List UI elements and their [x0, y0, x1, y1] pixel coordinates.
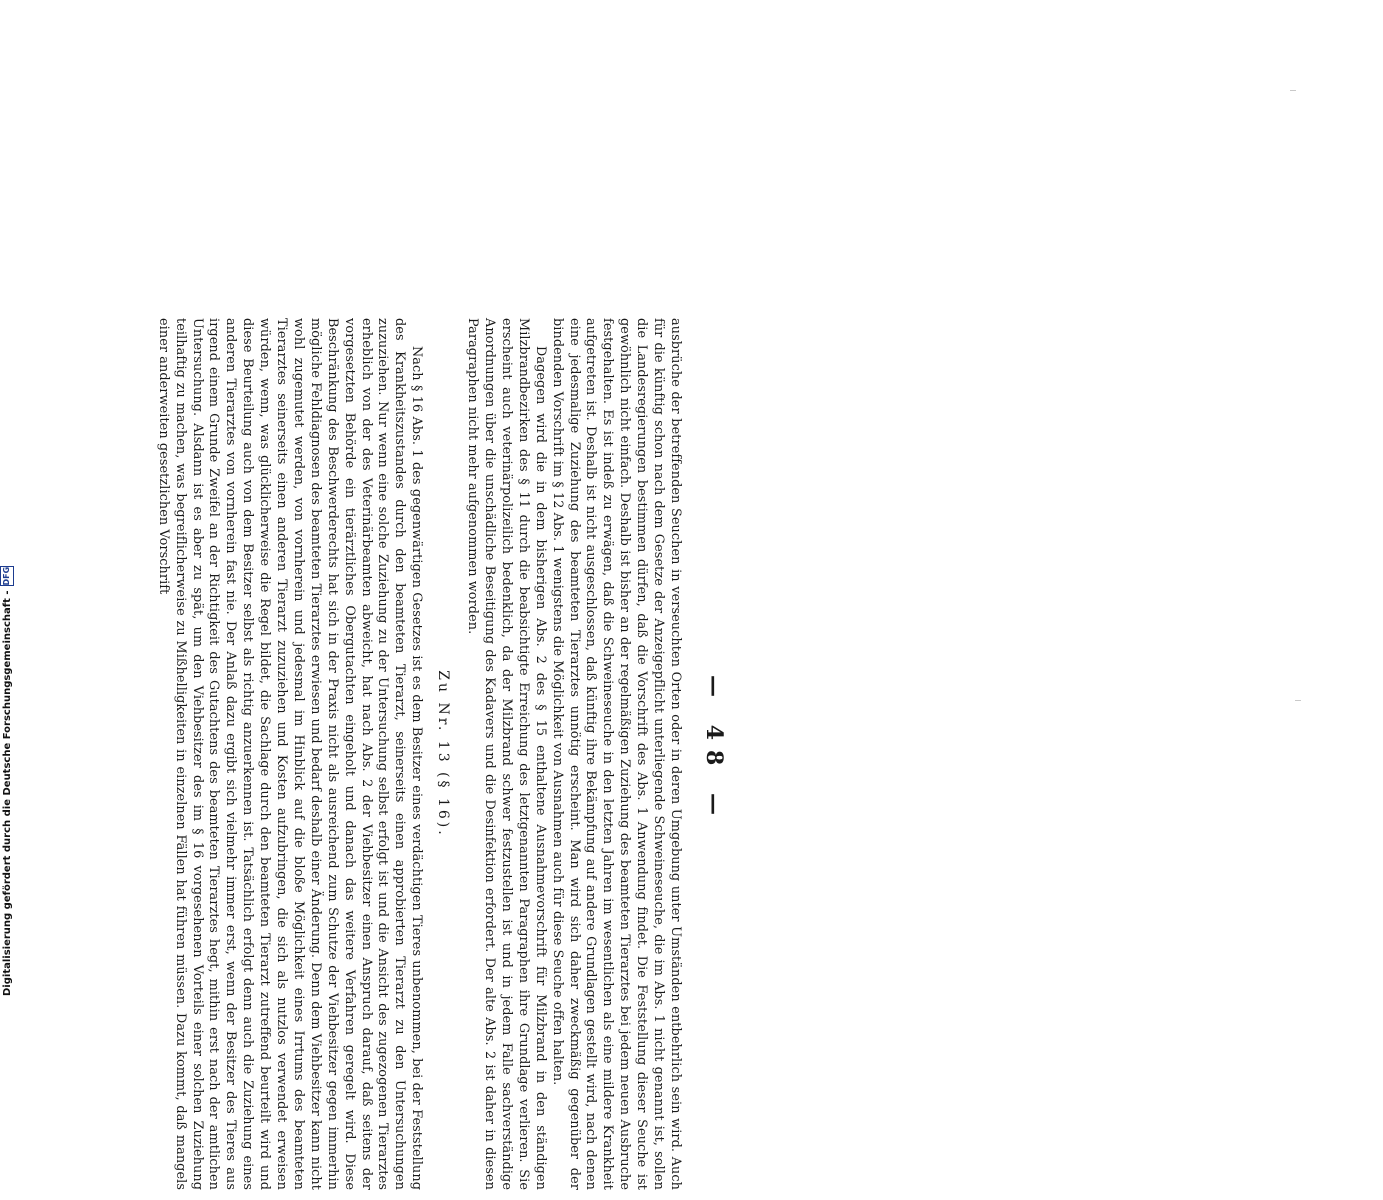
paragraph: Nach § 16 Abs. 1 des gegenwärtigen Gesetzes ist es dem Besitzer eines verdächtigen Tieres unbenommen, bei der Feststellung des Krankheitszustandes durch den beamteten Tierarzt, seinerseits einen approbierten Tierarzt zu den Untersuchungen zuzuziehen. Nur wenn eine solche Zuziehung zu der Untersuchung selbst erfolgt ist und die Ansicht des zugezogenen Tierarztes erheblich von der des Veterinärbeamten abweicht, hat nach Abs. 2 der Viehbesitzer einen Anspruch darauf, daß seitens der vorgesetzten Behörde ein tierärztliches Obergutachten eingeholt und danach das weitere Verfahren geregelt wird. Diese Beschränkung des Beschwerderechts hat sich in der Praxis nicht als ausreichend zum Schutze der Viehbesitzer gegen immerhin mögliche Fehldiagnosen des beamteten Tierarztes erwiesen und bedarf deshalb einer Änderung. Denn dem Viehbesitzer kann nicht wohl zugemutet werden, von vornherein und jedesmal im Hinblick auf die bloße Möglichkeit eines Irrtums des beamteten Tierarztes seinerseits einen anderen Tierarzt zuzuziehen und Kosten aufzubringen, die sich als nutzlos verwendet erweisen würden, wenn, was glücklicherweise die Regel bildet, die Sachlage durch den beamteten Tierarzt zutreffend beurteilt wird und diese Beurteilung auch von dem Besitzer selbst als richtig anzuerkennen ist. Tatsächlich erfolgt denn auch die Zuziehung eines anderen Tierarztes von vornherein fast nie. Der Anlaß dazu ergibt sich vielmehr immer erst, wenn der Besitzer des Tieres aus irgend einem Grunde Zweifel an der Richtigkeit des Gutachtens des beamteten Tierarztes hegt, mithin erst nach der amtlichen Untersuchung. Alsdann ist es aber zu spät, um den Viehbesitzer des im § 16 vorgesehenen Vorteils einer solchen Zuziehung teilhaftig zu machen, was begreiflicherweise zu Mißhelligkeiten in einzelnen Fällen hat führen müssen. Dazu kommt, daß mangels einer anderweiten gesetzlichen Vorschrift [155, 318, 425, 1190]
paragraph: ausbrüche der betreffenden Seuchen in verseuchten Orten oder in deren Umgebung unter Umständen entbehrlich sein wird. Auch für die künftig schon nach dem Gesetze der Anzeigepflicht unterliegende Schweineseuche, die im Abs. 1 nicht genannt ist, sollen die Landesregierungen bestimmen dürfen, daß die Vorschrift des Abs. 1 Anwendung findet. Die Feststellung dieser Seuche ist gewöhnlich nicht einfach. Deshalb ist bisher an der regelmäßigen Zuziehung des beamteten Tierarztes bei jedem neuen Ausbruche festgehalten. Es ist indeß zu erwägen, daß die Schweineseuche in den letzten Jahren im wesentlichen als eine mildere Krankheit aufgetreten ist. Deshalb ist nicht ausgeschlossen, daß künftig ihre Bekämpfung auf andere Grundlagen gestellt wird, nach denen eine jedesmalige Zuziehung des beamteten Tierarztes unnötig erscheint. Man wird sich daher zweckmäßig gegenüber der bindenden Vorschrift im § 12 Abs. 1 wenigstens die Möglichkeit von Ausnahmen auch für diese Seuche offen halten. [549, 318, 683, 1190]
scan-mark [1290, 90, 1296, 91]
dfg-logo: DFG [0, 566, 14, 587]
credit-text: Digitalisierung gefördert durch die Deutsche Forschungsgemeinschaft - [1, 590, 13, 996]
scan-mark [1295, 700, 1301, 701]
document-page [155, 300, 741, 1200]
paragraph: Dagegen wird die in dem bisherigen Abs. 2 des § 15 enthaltene Ausnahmevorschrift für Milzbrand in den ständigen Milzbrandbezirken des § 11 durch die beabsichtigte Erreichung des letztgenannten Paragraphen ihre Grundlage verlieren. Sie erscheint auch veterinärpolizeilich bedenklich, da der Milzbrand schwer festzustellen ist und in jedem Falle sachverständige Anordnungen über die unschädliche Beseitigung des Kadavers und die Desinfektion erfordert. Der alte Abs. 2 ist daher in diesen Paragraphen nicht mehr aufgenommen worden. [465, 318, 548, 1190]
page-number: — 48 — [701, 675, 727, 825]
digitization-credit [0, 566, 14, 996]
page-body [154, 318, 683, 1190]
section-heading: Zu Nr. 13 (§ 16). [435, 670, 452, 838]
